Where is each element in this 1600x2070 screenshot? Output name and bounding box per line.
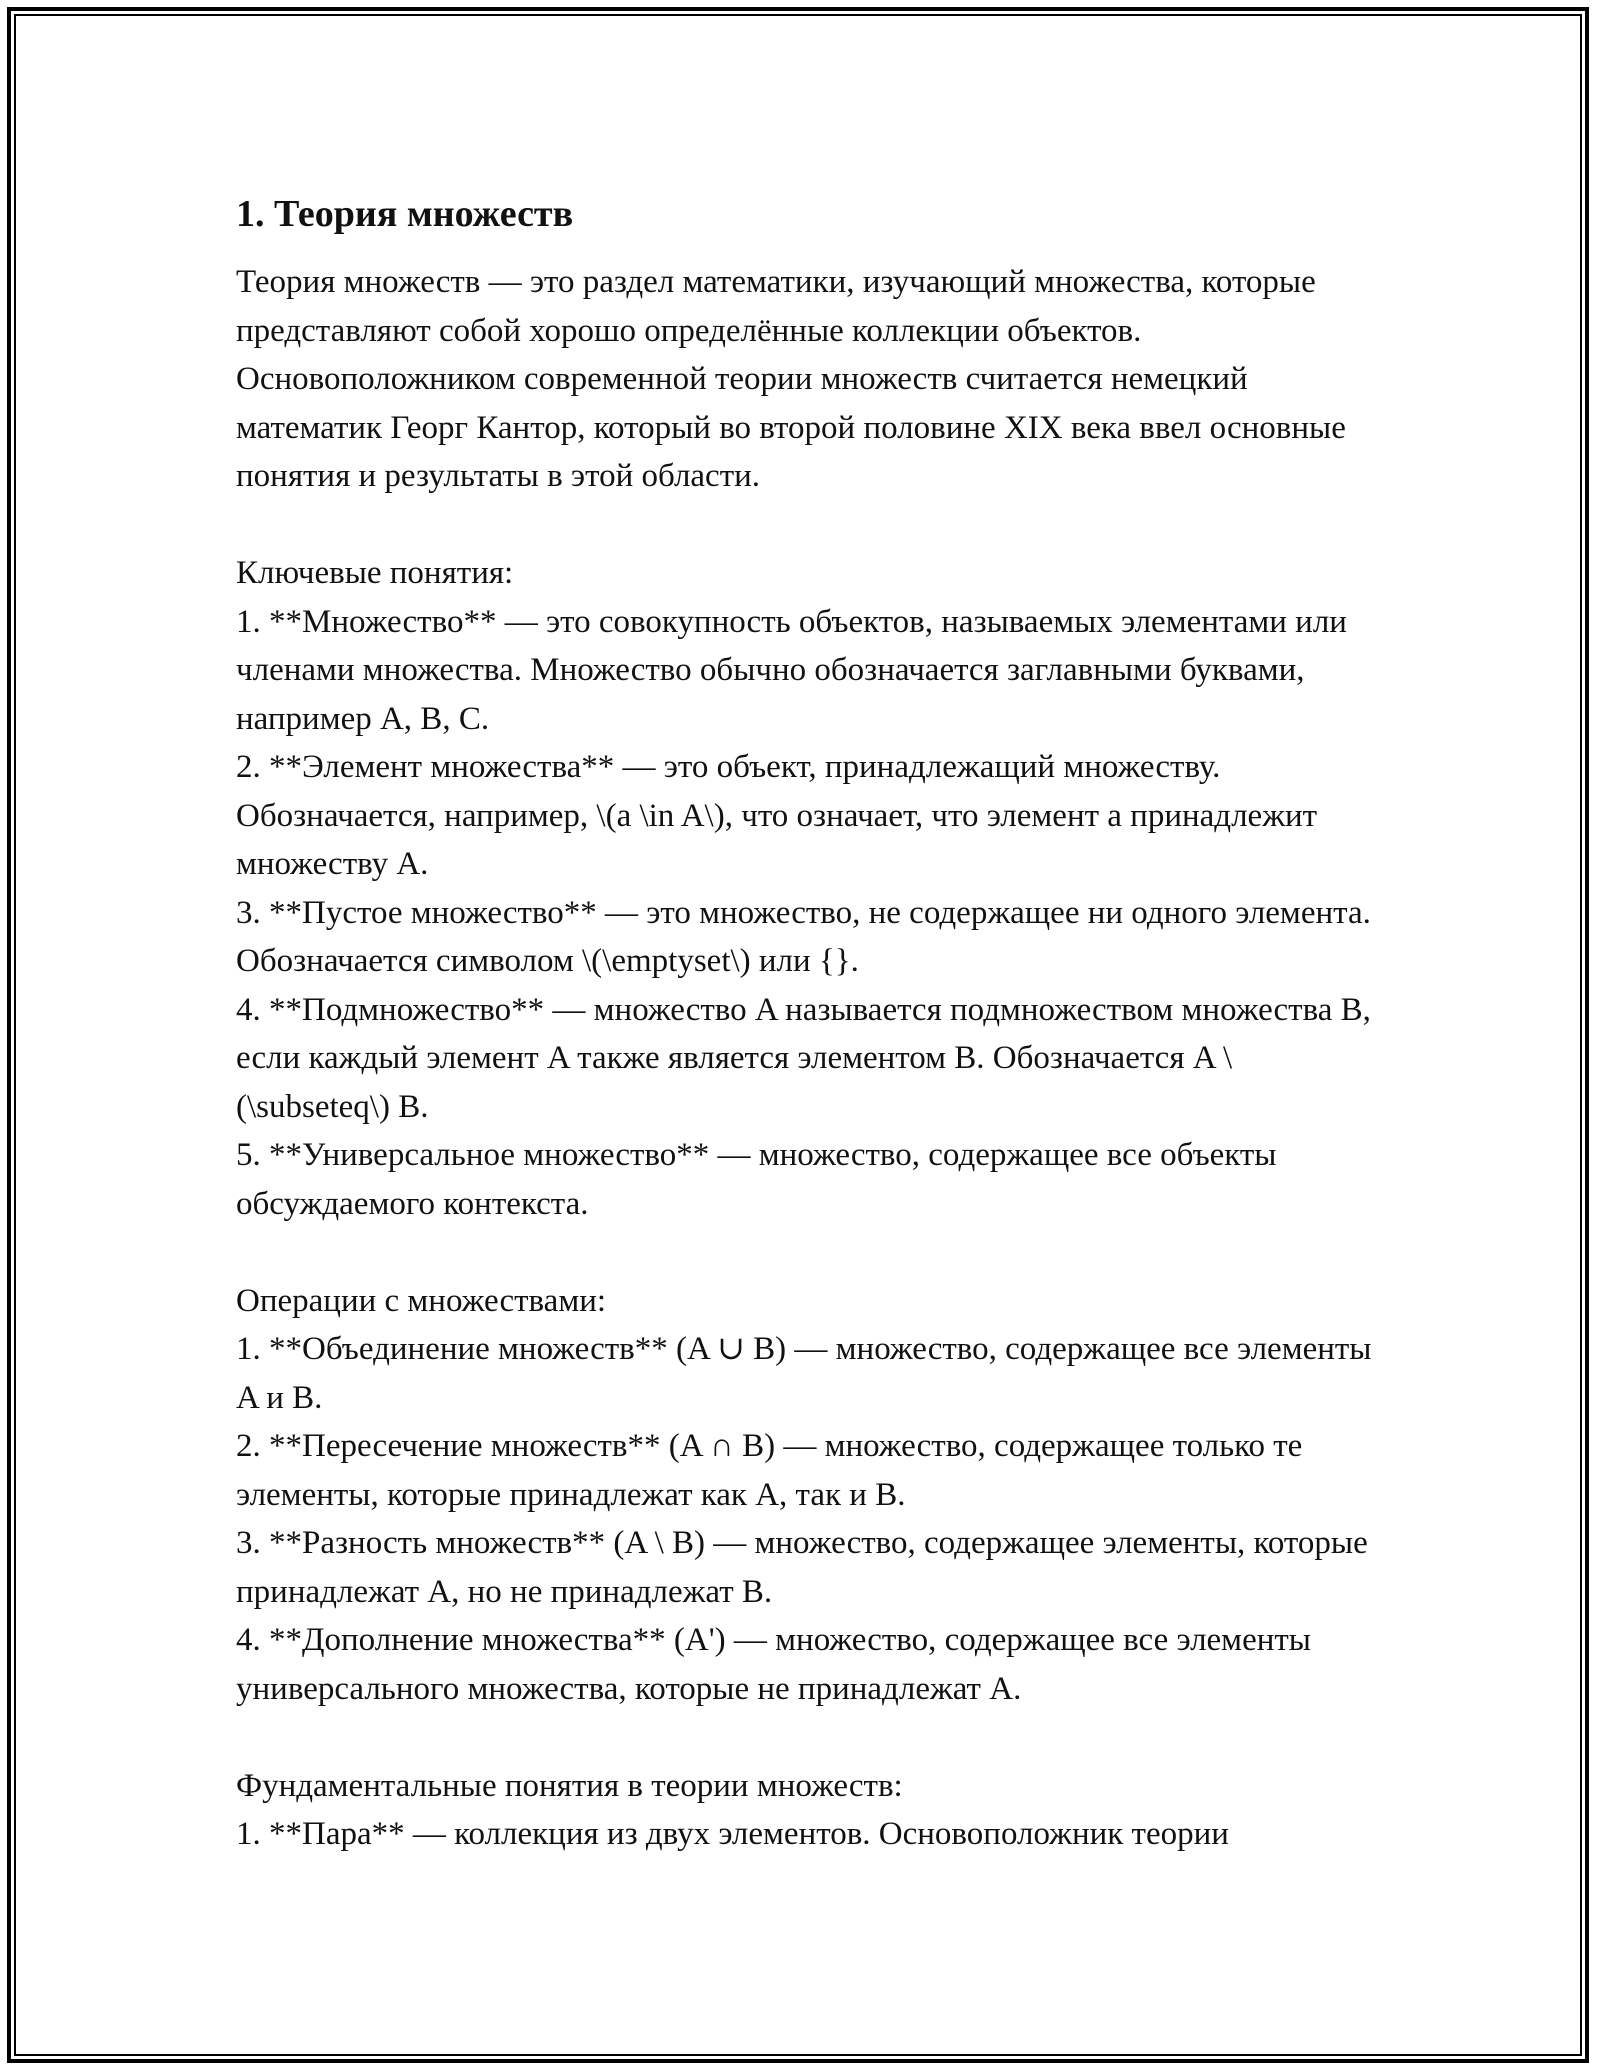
fundamental-section: [236, 1762, 1376, 1859]
list-item: 4. **Подмножество** — множество A называется подмножеством множества B, если каждый элемент A также является элементом B. Обозначается A \(\subseteq\) B.: [236, 991, 1371, 1125]
operations-section: [236, 1277, 1376, 1714]
document-title: 1. Теория множеств: [236, 193, 574, 235]
list-item: 5. **Универсальное множество** — множество, содержащее все объекты обсуждаемого контекста.: [236, 1137, 1277, 1222]
list-item: 3. **Разность множеств** (A \ B) — множество, содержащее элементы, которые принадлежат A, но не принадлежат B.: [236, 1525, 1368, 1610]
key-concepts-heading: Ключевые понятия:: [236, 555, 514, 591]
intro-paragraph: Теория множеств — это раздел математики, изучающий множества, которые представляют собой хорошо определённые коллекции объектов. Основоположником современной теории множеств считается немецкий математик Георг Кантор, который во второй половине XIX века ввел основные понятия и результаты в этой области.: [236, 264, 1346, 494]
operations-heading: Операции с множествами:: [236, 1282, 607, 1319]
list-item: 3. **Пустое множество** — это множество, не содержащее ни одного элемента. Обозначается символом \(\emptyset\) или {}.: [236, 894, 1371, 979]
fundamental-heading: Фундаментальные понятия в теории множеств:: [236, 1767, 903, 1804]
list-item: 2. **Элемент множества** — это объект, принадлежащий множеству. Обозначается, например, \(a \in A\), что означает, что элемент a принадлежит множеству A.: [236, 749, 1318, 882]
list-item: 1. **Множество** — это совокупность объектов, называемых элементами или членами множества. Множество обычно обозначается заглавными буквами, например A, B, C.: [236, 603, 1347, 737]
list-item: 4. **Дополнение множества** (A') — множество, содержащее все элементы универсального множества, которые не принадлежат A.: [236, 1622, 1311, 1707]
key-concepts-section: [236, 549, 1376, 1228]
list-item: 1. **Пара** — коллекция из двух элементов. Основоположник теории: [236, 1816, 1229, 1852]
document-body: [236, 188, 1376, 1859]
list-item: 1. **Объединение множеств** (A ∪ B) — множество, содержащее все элементы A и B.: [236, 1331, 1372, 1416]
list-item: 2. **Пересечение множеств** (A ∩ B) — множество, содержащее только те элементы, которые принадлежат как A, так и B.: [236, 1428, 1303, 1513]
